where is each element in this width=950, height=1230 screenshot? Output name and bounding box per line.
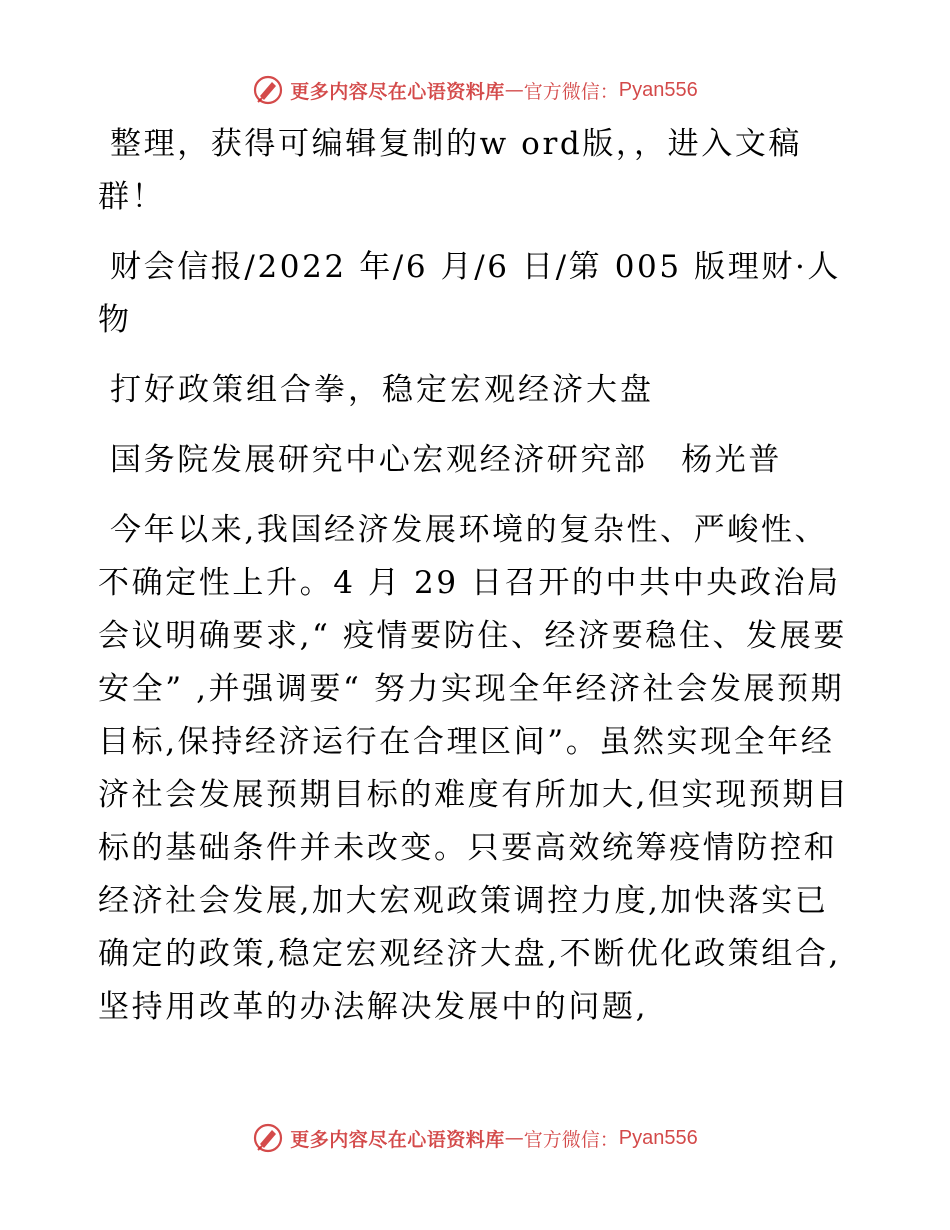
- watermark-footer: [0, 1118, 950, 1158]
- logo-icon: [252, 74, 284, 106]
- watermark-wechat-label: 官方微信：: [523, 80, 619, 103]
- intro-note: 整理，获得可编辑复制的w ord版，，进入文稿群！: [98, 126, 803, 215]
- watermark-wechat-id: Pyan556: [618, 1126, 698, 1149]
- watermark-wechat-id: Pyan556: [618, 78, 698, 101]
- watermark-header: [0, 70, 950, 110]
- watermark-wechat-label: 官方微信：: [523, 1128, 619, 1151]
- article-title: 打好政策组合拳，稳定宏观经济大盘: [110, 372, 654, 408]
- source-line: 财会信报/2022 年/6 月/6 日/第 005 版理财·人物: [98, 249, 842, 338]
- watermark-separator: —: [504, 79, 524, 101]
- watermark-text: 更多内容尽在心语资料库: [290, 80, 505, 103]
- body-paragraph: 今年以来,我国经济发展环境的复杂性、严峻性、不确定性上升。4 月 29 日召开的中共中央政治局会议明确要求,“ 疫情要防住、经济要稳住、发展要安全” ,并强调要“ 努力实现全年经济社会发展预期目标,保持经济运行在合理区间”。虽然实现全年经济社会发展预期目标的难度有所加大,但实现预期目标的基础条件并未改变。只要高效统筹疫情防控和经济社会发展,加大宏观政策调控力度,加快落实已确定的政策,稳定宏观经济大盘,不断优化政策组合,坚持用改革的办法解决发展中的问题,: [98, 512, 850, 1025]
- document-body: [98, 118, 858, 1034]
- logo-icon: [252, 1122, 284, 1154]
- watermark-text: 更多内容尽在心语资料库: [290, 1128, 505, 1151]
- author-line: 国务院发展研究中心宏观经济研究部 杨光普: [110, 442, 782, 478]
- watermark-separator: —: [504, 1127, 524, 1149]
